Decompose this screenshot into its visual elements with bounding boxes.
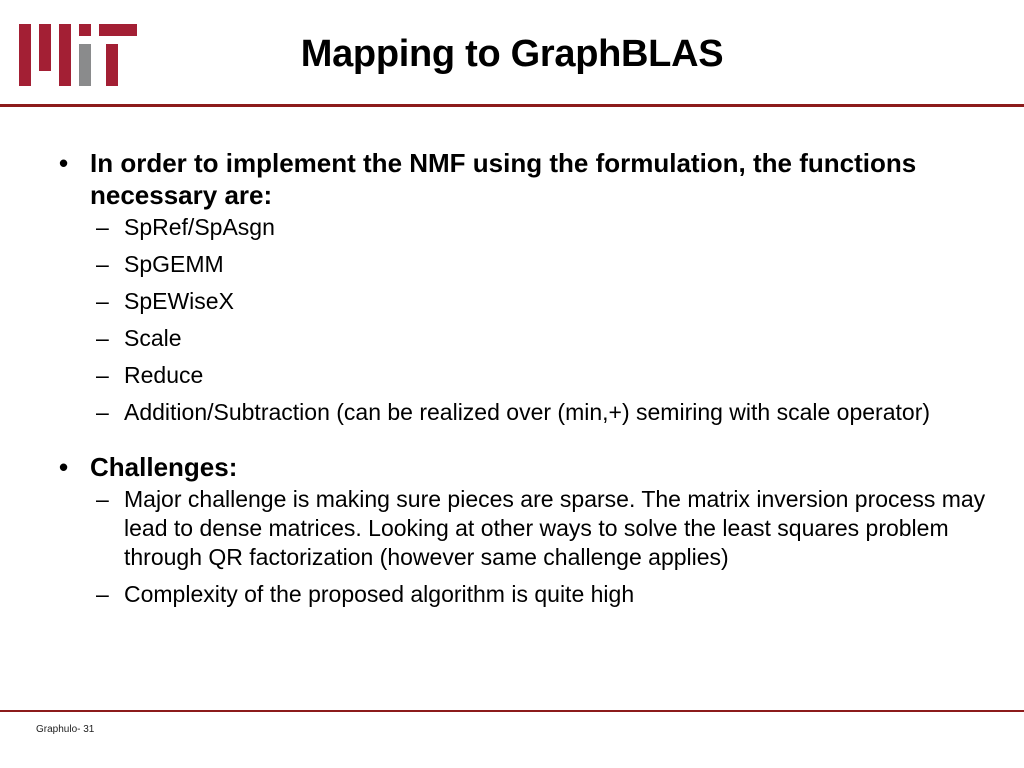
bullet-challenges [58, 451, 988, 483]
bullet-marker: • [59, 148, 69, 178]
list-item: – SpEWiseX [96, 288, 234, 314]
list-item: – Reduce [96, 362, 204, 388]
slide-title: Mapping to GraphBLAS [300, 33, 724, 75]
list-item: – Complexity of the proposed algorithm is quite high [96, 581, 635, 607]
list-item: – Major challenge is making sure pieces are sparse. The matrix inversion process may lead to dense matrices. Looking at other ways to solve the least squares problem through QR factorization (however same challenge applies) [96, 486, 986, 570]
challenges-list [58, 485, 988, 609]
list-item: – SpRef/SpAsgn [96, 214, 275, 240]
bullet-marker: • [59, 452, 69, 482]
bullet-text: Challenges: [90, 452, 238, 482]
bullet-functions [58, 147, 988, 211]
list-item: – Addition/Subtraction (can be realized over (min,+) semiring with scale operator) [96, 399, 931, 425]
footer-divider [0, 710, 1024, 712]
bullet-text: In order to implement the NMF using the formulation, the functions necessary are: [90, 148, 917, 210]
functions-list [58, 213, 988, 427]
list-item: – Scale [96, 325, 182, 351]
list-item: – SpGEMM [96, 251, 224, 277]
header-divider [0, 104, 1024, 107]
slide-footer: Graphulo- 31 [36, 724, 95, 735]
slide-body [58, 147, 988, 617]
